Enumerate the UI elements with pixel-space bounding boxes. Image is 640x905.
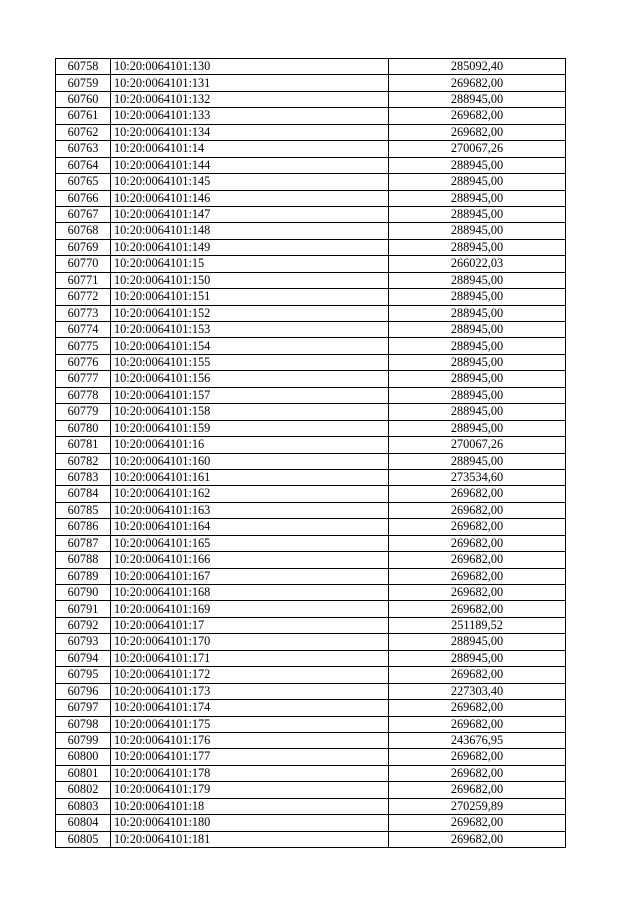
table-row xyxy=(56,206,566,222)
table-row xyxy=(56,174,566,190)
cadastral-number-cell: 10:20:0064101:168 xyxy=(111,585,389,601)
cadastral-value-cell: 270067,26 xyxy=(389,437,566,453)
cadastral-value-cell: 270067,26 xyxy=(389,141,566,157)
cadastral-value-cell: 288945,00 xyxy=(389,420,566,436)
table-row xyxy=(56,289,566,305)
row-number-cell: 60764 xyxy=(56,157,111,173)
cadastral-value-cell: 243676,95 xyxy=(389,732,566,748)
cadastral-number-cell: 10:20:0064101:167 xyxy=(111,568,389,584)
row-number-cell: 60801 xyxy=(56,765,111,781)
cadastral-number-cell: 10:20:0064101:172 xyxy=(111,667,389,683)
row-number-cell: 60795 xyxy=(56,667,111,683)
table-row xyxy=(56,798,566,814)
table-row xyxy=(56,650,566,666)
cadastral-number-cell: 10:20:0064101:174 xyxy=(111,700,389,716)
cadastral-number-cell: 10:20:0064101:16 xyxy=(111,437,389,453)
table-row xyxy=(56,535,566,551)
cadastral-number-cell: 10:20:0064101:180 xyxy=(111,815,389,831)
cadastral-value-cell: 288945,00 xyxy=(389,322,566,338)
row-number-cell: 60763 xyxy=(56,141,111,157)
cadastral-value-cell: 288945,00 xyxy=(389,157,566,173)
cadastral-number-cell: 10:20:0064101:134 xyxy=(111,124,389,140)
cadastral-value-cell: 288945,00 xyxy=(389,453,566,469)
table-row xyxy=(56,371,566,387)
table-row xyxy=(56,108,566,124)
cadastral-value-cell: 288945,00 xyxy=(389,338,566,354)
table-row xyxy=(56,469,566,485)
cadastral-number-cell: 10:20:0064101:144 xyxy=(111,157,389,173)
row-number-cell: 60778 xyxy=(56,387,111,403)
cadastral-number-cell: 10:20:0064101:130 xyxy=(111,59,389,75)
row-number-cell: 60760 xyxy=(56,91,111,107)
cadastral-number-cell: 10:20:0064101:146 xyxy=(111,190,389,206)
cadastral-value-cell: 269682,00 xyxy=(389,486,566,502)
table-row xyxy=(56,91,566,107)
cadastral-value-cell: 288945,00 xyxy=(389,91,566,107)
cadastral-number-cell: 10:20:0064101:131 xyxy=(111,75,389,91)
cadastral-value-cell: 269682,00 xyxy=(389,568,566,584)
row-number-cell: 60781 xyxy=(56,437,111,453)
row-number-cell: 60802 xyxy=(56,782,111,798)
table-row xyxy=(56,387,566,403)
cadastral-number-cell: 10:20:0064101:154 xyxy=(111,338,389,354)
row-number-cell: 60782 xyxy=(56,453,111,469)
cadastral-number-cell: 10:20:0064101:17 xyxy=(111,617,389,633)
cadastral-value-table xyxy=(55,58,566,848)
cadastral-number-cell: 10:20:0064101:175 xyxy=(111,716,389,732)
cadastral-value-cell: 269682,00 xyxy=(389,75,566,91)
cadastral-value-cell: 269682,00 xyxy=(389,601,566,617)
cadastral-number-cell: 10:20:0064101:178 xyxy=(111,765,389,781)
table-row xyxy=(56,634,566,650)
cadastral-value-cell: 269682,00 xyxy=(389,667,566,683)
cadastral-number-cell: 10:20:0064101:132 xyxy=(111,91,389,107)
row-number-cell: 60803 xyxy=(56,798,111,814)
cadastral-number-cell: 10:20:0064101:133 xyxy=(111,108,389,124)
cadastral-number-cell: 10:20:0064101:155 xyxy=(111,354,389,370)
cadastral-number-cell: 10:20:0064101:171 xyxy=(111,650,389,666)
cadastral-value-cell: 288945,00 xyxy=(389,223,566,239)
row-number-cell: 60761 xyxy=(56,108,111,124)
cadastral-value-cell: 288945,00 xyxy=(389,650,566,666)
table-row xyxy=(56,585,566,601)
cadastral-value-cell: 288945,00 xyxy=(389,354,566,370)
cadastral-value-cell: 288945,00 xyxy=(389,174,566,190)
table-row xyxy=(56,700,566,716)
cadastral-value-cell: 288945,00 xyxy=(389,206,566,222)
row-number-cell: 60767 xyxy=(56,206,111,222)
cadastral-value-cell: 269682,00 xyxy=(389,108,566,124)
row-number-cell: 60776 xyxy=(56,354,111,370)
cadastral-value-cell: 266022,03 xyxy=(389,256,566,272)
cadastral-number-cell: 10:20:0064101:156 xyxy=(111,371,389,387)
table-row xyxy=(56,782,566,798)
row-number-cell: 60794 xyxy=(56,650,111,666)
cadastral-number-cell: 10:20:0064101:148 xyxy=(111,223,389,239)
cadastral-number-cell: 10:20:0064101:164 xyxy=(111,519,389,535)
row-number-cell: 60788 xyxy=(56,552,111,568)
row-number-cell: 60797 xyxy=(56,700,111,716)
cadastral-number-cell: 10:20:0064101:15 xyxy=(111,256,389,272)
cadastral-number-cell: 10:20:0064101:181 xyxy=(111,831,389,847)
cadastral-number-cell: 10:20:0064101:14 xyxy=(111,141,389,157)
table-row xyxy=(56,338,566,354)
row-number-cell: 60758 xyxy=(56,59,111,75)
table-row xyxy=(56,157,566,173)
table-row xyxy=(56,519,566,535)
row-number-cell: 60769 xyxy=(56,239,111,255)
table-row xyxy=(56,815,566,831)
cadastral-value-cell: 269682,00 xyxy=(389,831,566,847)
cadastral-value-cell: 285092,40 xyxy=(389,59,566,75)
row-number-cell: 60798 xyxy=(56,716,111,732)
cadastral-number-cell: 10:20:0064101:145 xyxy=(111,174,389,190)
table-row xyxy=(56,732,566,748)
table-row xyxy=(56,831,566,847)
row-number-cell: 60800 xyxy=(56,749,111,765)
table-row xyxy=(56,502,566,518)
row-number-cell: 60785 xyxy=(56,502,111,518)
row-number-cell: 60766 xyxy=(56,190,111,206)
table-row xyxy=(56,486,566,502)
cadastral-value-cell: 288945,00 xyxy=(389,289,566,305)
row-number-cell: 60770 xyxy=(56,256,111,272)
cadastral-value-cell: 288945,00 xyxy=(389,404,566,420)
table-row xyxy=(56,683,566,699)
table-row xyxy=(56,437,566,453)
table-row xyxy=(56,601,566,617)
cadastral-value-cell: 288945,00 xyxy=(389,239,566,255)
row-number-cell: 60779 xyxy=(56,404,111,420)
row-number-cell: 60775 xyxy=(56,338,111,354)
cadastral-value-cell: 227303,40 xyxy=(389,683,566,699)
cadastral-number-cell: 10:20:0064101:179 xyxy=(111,782,389,798)
cadastral-value-cell: 269682,00 xyxy=(389,700,566,716)
row-number-cell: 60793 xyxy=(56,634,111,650)
table-body xyxy=(56,59,566,848)
table-row xyxy=(56,75,566,91)
cadastral-value-cell: 269682,00 xyxy=(389,716,566,732)
table-row xyxy=(56,190,566,206)
cadastral-value-cell: 251189,52 xyxy=(389,617,566,633)
table-row xyxy=(56,239,566,255)
cadastral-number-cell: 10:20:0064101:176 xyxy=(111,732,389,748)
row-number-cell: 60780 xyxy=(56,420,111,436)
cadastral-number-cell: 10:20:0064101:147 xyxy=(111,206,389,222)
row-number-cell: 60772 xyxy=(56,289,111,305)
table-row xyxy=(56,322,566,338)
cadastral-number-cell: 10:20:0064101:173 xyxy=(111,683,389,699)
row-number-cell: 60787 xyxy=(56,535,111,551)
cadastral-number-cell: 10:20:0064101:163 xyxy=(111,502,389,518)
cadastral-number-cell: 10:20:0064101:177 xyxy=(111,749,389,765)
table-row xyxy=(56,568,566,584)
row-number-cell: 60765 xyxy=(56,174,111,190)
table-row xyxy=(56,749,566,765)
cadastral-value-cell: 269682,00 xyxy=(389,815,566,831)
cadastral-number-cell: 10:20:0064101:152 xyxy=(111,305,389,321)
table-row xyxy=(56,124,566,140)
cadastral-number-cell: 10:20:0064101:18 xyxy=(111,798,389,814)
table-row xyxy=(56,667,566,683)
table-row xyxy=(56,223,566,239)
cadastral-value-cell: 269682,00 xyxy=(389,585,566,601)
cadastral-number-cell: 10:20:0064101:170 xyxy=(111,634,389,650)
row-number-cell: 60786 xyxy=(56,519,111,535)
cadastral-number-cell: 10:20:0064101:169 xyxy=(111,601,389,617)
cadastral-number-cell: 10:20:0064101:151 xyxy=(111,289,389,305)
table-row xyxy=(56,59,566,75)
cadastral-number-cell: 10:20:0064101:166 xyxy=(111,552,389,568)
table-row xyxy=(56,453,566,469)
table-row xyxy=(56,716,566,732)
cadastral-number-cell: 10:20:0064101:158 xyxy=(111,404,389,420)
cadastral-value-cell: 288945,00 xyxy=(389,387,566,403)
cadastral-value-cell: 288945,00 xyxy=(389,371,566,387)
table-row xyxy=(56,141,566,157)
row-number-cell: 60759 xyxy=(56,75,111,91)
cadastral-number-cell: 10:20:0064101:159 xyxy=(111,420,389,436)
row-number-cell: 60783 xyxy=(56,469,111,485)
cadastral-value-cell: 269682,00 xyxy=(389,124,566,140)
row-number-cell: 60804 xyxy=(56,815,111,831)
table-row xyxy=(56,256,566,272)
cadastral-value-cell: 269682,00 xyxy=(389,782,566,798)
row-number-cell: 60777 xyxy=(56,371,111,387)
cadastral-value-cell: 273534,60 xyxy=(389,469,566,485)
cadastral-value-cell: 269682,00 xyxy=(389,552,566,568)
row-number-cell: 60762 xyxy=(56,124,111,140)
table-row xyxy=(56,272,566,288)
cadastral-value-cell: 288945,00 xyxy=(389,634,566,650)
row-number-cell: 60805 xyxy=(56,831,111,847)
cadastral-value-cell: 269682,00 xyxy=(389,535,566,551)
row-number-cell: 60773 xyxy=(56,305,111,321)
cadastral-value-cell: 269682,00 xyxy=(389,519,566,535)
cadastral-value-cell: 269682,00 xyxy=(389,502,566,518)
cadastral-value-cell: 269682,00 xyxy=(389,765,566,781)
row-number-cell: 60796 xyxy=(56,683,111,699)
cadastral-number-cell: 10:20:0064101:149 xyxy=(111,239,389,255)
table-row xyxy=(56,305,566,321)
cadastral-value-cell: 288945,00 xyxy=(389,272,566,288)
table-row xyxy=(56,552,566,568)
cadastral-number-cell: 10:20:0064101:157 xyxy=(111,387,389,403)
row-number-cell: 60768 xyxy=(56,223,111,239)
table-row xyxy=(56,354,566,370)
row-number-cell: 60771 xyxy=(56,272,111,288)
cadastral-number-cell: 10:20:0064101:153 xyxy=(111,322,389,338)
row-number-cell: 60774 xyxy=(56,322,111,338)
cadastral-number-cell: 10:20:0064101:162 xyxy=(111,486,389,502)
table-row xyxy=(56,404,566,420)
cadastral-value-cell: 288945,00 xyxy=(389,305,566,321)
cadastral-value-cell: 270259,89 xyxy=(389,798,566,814)
row-number-cell: 60792 xyxy=(56,617,111,633)
row-number-cell: 60789 xyxy=(56,568,111,584)
cadastral-number-cell: 10:20:0064101:165 xyxy=(111,535,389,551)
table-row xyxy=(56,765,566,781)
row-number-cell: 60790 xyxy=(56,585,111,601)
cadastral-value-cell: 288945,00 xyxy=(389,190,566,206)
cadastral-number-cell: 10:20:0064101:150 xyxy=(111,272,389,288)
cadastral-number-cell: 10:20:0064101:161 xyxy=(111,469,389,485)
table-row xyxy=(56,420,566,436)
row-number-cell: 60784 xyxy=(56,486,111,502)
row-number-cell: 60791 xyxy=(56,601,111,617)
row-number-cell: 60799 xyxy=(56,732,111,748)
table-row xyxy=(56,617,566,633)
cadastral-value-cell: 269682,00 xyxy=(389,749,566,765)
cadastral-number-cell: 10:20:0064101:160 xyxy=(111,453,389,469)
